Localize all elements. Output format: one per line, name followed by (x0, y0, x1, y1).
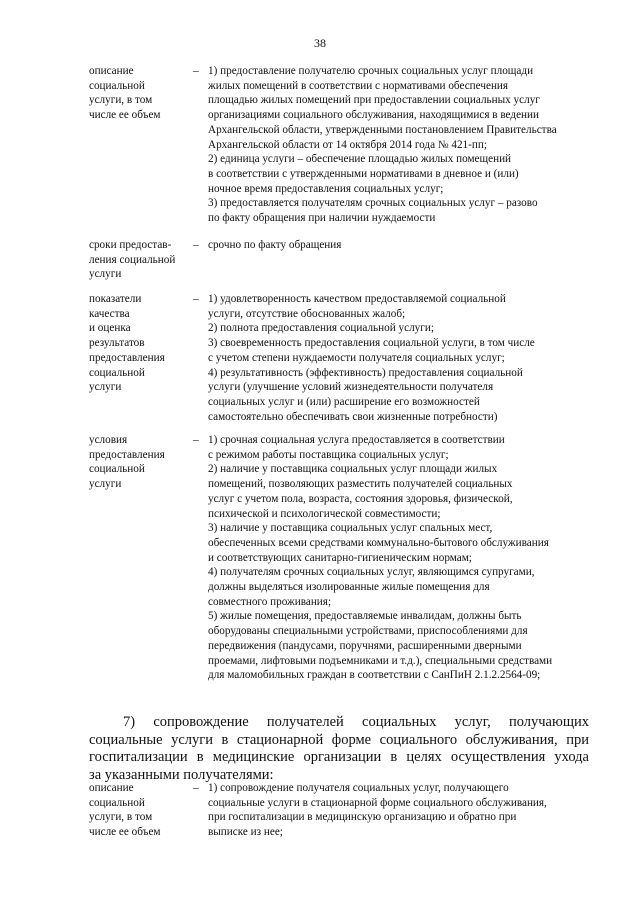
row-label-line: услуги (89, 381, 122, 394)
row-content-line: Архангельской области, утвержденными постановлением Правительства (208, 123, 557, 136)
row-label-line: сроки предостав- (89, 239, 172, 251)
row-content-line: 1) срочная социальная услуга предоставляется в соответствии (208, 434, 505, 446)
row-content-line: 1) удовлетворенность качеством предоставляемой социальной (208, 293, 506, 305)
row-content-line: при госпитализации в медицинскую организацию и обратно при (208, 811, 517, 824)
row-label-line: качества (89, 307, 130, 320)
row-label-line: описание (89, 782, 134, 794)
row-content-line: 1) предоставление получателю срочных социальных услуг площади (208, 65, 534, 77)
row-content-line: по факту обращения при наличии нуждаемости (208, 212, 436, 225)
section-heading-line: госпитализации в медицинские организации в целях осуществления ухода (89, 749, 589, 765)
row-label-line: описание (89, 65, 134, 77)
row-content-line: оборудованы специальными устройствами, приспособлениями для (208, 625, 528, 638)
row-content-line: 3) предоставляется получателям срочных социальных услуг – разово (208, 197, 538, 210)
row-content-line: обеспеченных всеми средствами коммунально-бытового обслуживания (208, 536, 549, 549)
row-label (89, 433, 187, 492)
row-content-line: 2) наличие у поставщика социальных услуг площади жилых (208, 463, 498, 476)
row-content-line: совместного проживания; (208, 595, 332, 608)
dash-separator: – (193, 239, 199, 251)
row-label-line: социальной (89, 79, 145, 92)
row-content (208, 781, 590, 840)
row-content-line: 5) жилые помещения, предоставляемые инвалидам, должны быть (208, 610, 522, 623)
dash-separator: – (193, 434, 199, 446)
row-label-line: и оценка (89, 322, 131, 335)
row-content-line: 4) результативность (эффективность) предоставления социальной (208, 366, 523, 379)
row-content-line: помещений, позволяющих разместить получателей социальных (208, 478, 513, 491)
row-content-line: 2) единица услуги – обеспечение площадью жилых помещений (208, 153, 512, 166)
row-content (208, 292, 590, 424)
row-content-line: Архангельской области от 14 октября 2014 года № 421-пп; (208, 138, 487, 151)
row-content-line: 3) своевременность предоставления социальной услуги, в том числе (208, 337, 535, 350)
row-content-line: срочно по факту обращения (208, 239, 342, 251)
row-content-line: 3) наличие у поставщика социальных услуг спальных мест, (208, 522, 493, 535)
row-label-line: предоставления (89, 351, 165, 364)
row-content-line: услуги, отсутствие обоснованных жалоб; (208, 307, 406, 320)
row-label-line: социальной (89, 463, 145, 476)
row-content-line: с режимом работы поставщика социальных услуг; (208, 448, 449, 461)
row-content-line: и соответствующих санитарно-гигиеническим нормам; (208, 551, 472, 564)
section-heading (89, 714, 589, 784)
row-content-line: самостоятельно обеспечивать свои жизненные потребности) (208, 410, 498, 423)
row-content (208, 64, 590, 226)
row-content-line: площадью жилых помещений при предоставлении социальных услуг (208, 94, 540, 107)
row-label-line: условия (89, 434, 128, 446)
row-label-line: услуги (89, 478, 122, 491)
section-heading-line: 7) сопровождение получателей социальных услуг, получающих (123, 714, 589, 730)
row-label-line: результатов (89, 337, 145, 350)
row-label-line: социальной (89, 796, 145, 809)
dash-separator: – (193, 65, 199, 77)
row-label-line: числе ее объем (89, 109, 161, 122)
row-content-line: с учетом степени нуждаемости получателя социальных услуг; (208, 351, 505, 364)
row-content-line: услуг с учетом пола, возраста, состояния здоровья, физической, (208, 492, 513, 505)
row-content-line: в соответствии с утвержденными нормативами в дневное и (или) (208, 167, 519, 180)
row-content (208, 238, 590, 253)
row-content-line: 1) сопровождение получателя социальных услуг, получающего (208, 782, 509, 794)
dash-separator: – (193, 293, 199, 305)
row-content-line: передвижения (пандусами, поручнями, расширенными дверными (208, 639, 522, 652)
row-label-line: социальной (89, 366, 145, 379)
row-label-line: показатели (89, 293, 142, 305)
row-content-line: должны выделяться изолированные жилые помещения для (208, 581, 490, 594)
row-content-line: социальных услуг и (или) расширение его возможностей (208, 395, 480, 408)
row-label-line: предоставления (89, 448, 165, 461)
row-content-line: организациями социального обслуживания, находящимися в ведении (208, 109, 539, 122)
row-content-line: проемами, лифтовыми подъемниками и т.д.), специальными средствами (208, 654, 553, 667)
row-label (89, 292, 187, 395)
row-content-line: 2) полнота предоставления социальной услуги; (208, 322, 434, 335)
row-label-line: услуги, в том (89, 811, 153, 824)
row-content-line: услуги (улучшение условий жизнедеятельности получателя (208, 381, 494, 394)
page-number: 38 (314, 36, 326, 50)
row-label-line: услуги (89, 268, 122, 281)
row-content (208, 433, 590, 683)
row-content-line: 4) получателям срочных социальных услуг, являющимся супругами, (208, 566, 535, 579)
row-label-line: числе ее объем (89, 826, 161, 839)
row-content-line: ночное время предоставления социальных услуг; (208, 182, 444, 195)
section-heading-line: за указанными получателями: (89, 766, 274, 783)
row-label-line: ления социальной (89, 253, 176, 266)
row-content-line: социальные услуги в стационарной форме социального обслуживания, (208, 796, 547, 809)
row-label (89, 238, 187, 282)
row-content-line: для маломобильных граждан в соответствии с СанПиН 2.1.2.2564-09; (208, 669, 541, 682)
row-label (89, 64, 187, 123)
row-label-line: услуги, в том (89, 94, 153, 107)
dash-separator: – (193, 782, 199, 794)
row-content-line: выписке из нее; (208, 826, 283, 839)
row-content-line: жилых помещений в соответствии с нормативами обеспечения (208, 79, 509, 92)
row-content-line: психической и психологической совместимости; (208, 507, 441, 520)
section-heading-line: социальные услуги в стационарной форме социального обслуживания, при (89, 731, 589, 748)
row-label (89, 781, 187, 840)
